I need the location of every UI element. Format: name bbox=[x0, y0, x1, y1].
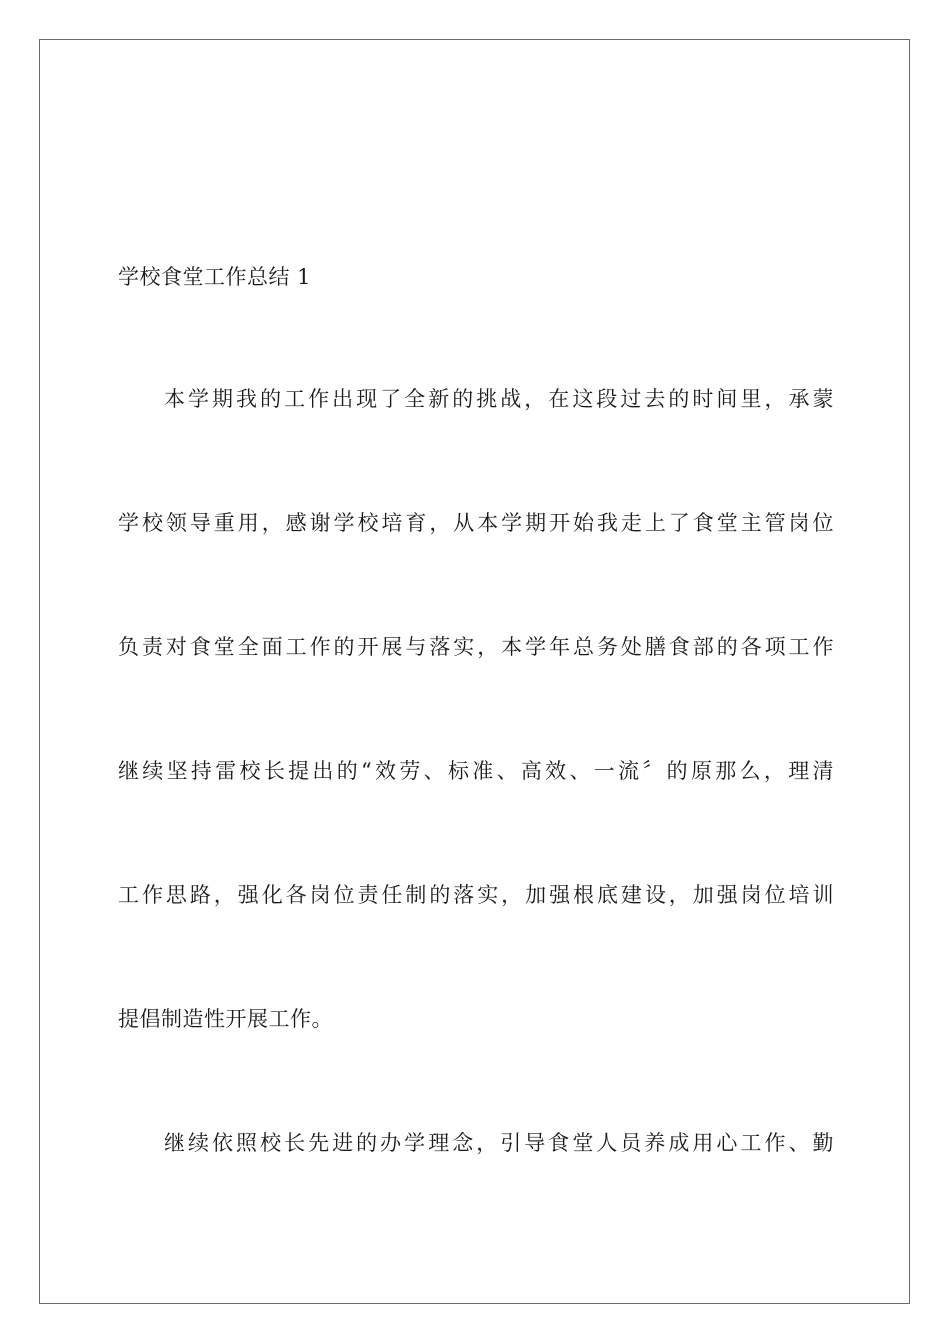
paragraph-1-line-1: 本学期我的工作出现了全新的挑战，在这段过去的时间里，承蒙 bbox=[164, 387, 834, 411]
page-border bbox=[39, 39, 910, 1304]
paragraph-1-line-3: 负责对食堂全面工作的开展与落实，本学年总务处膳食部的各项工作 bbox=[118, 635, 834, 659]
document-title: 学校食堂工作总结 1 bbox=[118, 265, 312, 289]
paragraph-1-line-5: 工作思路，强化各岗位责任制的落实，加强根底建设，加强岗位培训 bbox=[118, 883, 834, 907]
paragraph-1-line-2: 学校领导重用，感谢学校培育，从本学期开始我走上了食堂主管岗位 bbox=[118, 511, 834, 535]
paragraph-1-line-6: 提倡制造性开展工作。 bbox=[118, 1007, 333, 1031]
paragraph-1-line-4: 继续坚持雷校长提出的“效劳、标准、高效、一流〞的原那么，理清 bbox=[118, 759, 834, 783]
paragraph-2-line-1: 继续依照校长先进的办学理念，引导食堂人员养成用心工作、勤 bbox=[164, 1131, 834, 1155]
